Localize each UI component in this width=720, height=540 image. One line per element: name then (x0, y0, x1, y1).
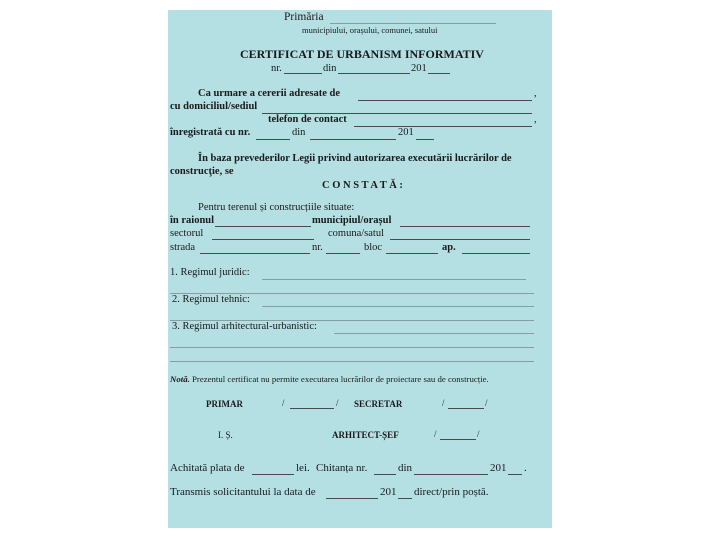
transmis-date-line (326, 498, 378, 499)
title-nr-label: nr. (271, 63, 282, 74)
document-title: CERTIFICAT DE URBANISM INFORMATIV (240, 47, 484, 61)
arhitect-label: ARHITECT-ȘEF (332, 430, 399, 440)
payment-label: Achitată plata de (170, 462, 245, 474)
regime-tehnic: 2. Regimul tehnic: (172, 294, 250, 305)
secretar-signature-close: / (485, 398, 488, 408)
primar-label: PRIMAR (206, 399, 243, 409)
primar-signature-open: / (282, 398, 285, 408)
registered-nr-line (256, 139, 290, 140)
basis-line1: În baza prevederilor Legii privind autorizarea executării lucrărilor de (198, 153, 512, 164)
strada-nr-label: nr. (312, 242, 323, 253)
secretar-label: SECRETAR (354, 399, 403, 409)
arhitect-signature-line (440, 439, 476, 440)
registered-date-line (310, 139, 396, 140)
is-label: I. Ș. (218, 430, 233, 440)
payment-chitanta-line (374, 474, 396, 475)
applicant-line (358, 100, 532, 101)
payment-year: 201 (490, 462, 507, 474)
land-intro: Pentru terenul și construcțiile situate: (198, 202, 355, 213)
note-label: Notă. (170, 374, 190, 384)
payment-date-line (414, 474, 488, 475)
note-text: Prezentul certificat nu permite executarea lucrărilor de proiectare sau de construcție. (192, 374, 489, 384)
phone-label: telefon de contact (268, 114, 347, 125)
registered-year-line (416, 139, 434, 140)
secretar-signature-open: / (442, 398, 445, 408)
regime-juridic: 1. Regimul juridic: (170, 267, 250, 278)
municipiu-line (400, 226, 530, 227)
regime-arhitectural-line (334, 333, 534, 334)
payment-amount-line (252, 474, 294, 475)
comuna-label: comuna/satul (328, 228, 384, 239)
raion-line (215, 226, 311, 227)
title-year-label: 201 (411, 63, 427, 74)
basis-line2: construcţie, se (170, 166, 234, 177)
transmis-year: 201 (380, 486, 397, 498)
primaria-label: Primăria (284, 11, 324, 23)
secretar-signature-line (448, 408, 484, 409)
transmis-year-line (398, 498, 412, 499)
sector-line (212, 239, 314, 240)
ap-label: ap. (442, 242, 456, 253)
strada-label: strada (170, 242, 196, 253)
title-year-line (428, 73, 450, 74)
primar-signature-close: / (336, 398, 339, 408)
primar-signature-line (290, 408, 334, 409)
payment-period: . (524, 462, 527, 474)
strada-nr-line (326, 253, 360, 254)
sector-label: sectorul (170, 228, 204, 239)
payment-year-line (508, 474, 522, 475)
note (170, 373, 489, 385)
bloc-line (386, 253, 438, 254)
regime-arhitectural-line-2 (170, 347, 534, 348)
transmis-label: Transmis solicitantului la data de (170, 486, 316, 498)
regime-juridic-line (262, 279, 526, 280)
payment-chitanta: Chitanța nr. (316, 462, 368, 474)
regime-arhitectural-line-3 (170, 361, 534, 362)
ap-line (462, 253, 530, 254)
registered-label: înregistrată cu nr. (170, 127, 251, 138)
arhitect-signature-close: / (477, 429, 480, 439)
title-nr-line (284, 73, 322, 74)
domicile-label: cu domiciliul/sediul (170, 101, 258, 112)
regime-tehnic-line (262, 306, 534, 307)
constata-heading: C O N S T A T Ă : (322, 180, 403, 191)
registered-year-label: 201 (398, 127, 414, 138)
applicant-comma: , (534, 88, 537, 99)
phone-line (354, 126, 532, 127)
title-date-line (338, 73, 410, 74)
comuna-line (390, 239, 530, 240)
bloc-label: bloc (364, 242, 383, 253)
raion-label: în raionul (170, 215, 215, 226)
title-din-label: din (323, 63, 337, 74)
payment-lei: lei. (296, 462, 310, 474)
municipiu-label: municipiul/orașul (312, 215, 392, 226)
registered-din-label: din (292, 127, 306, 138)
regime-arhitectural: 3. Regimul arhitectural-urbanistic: (172, 321, 317, 332)
certificate-document (168, 10, 552, 528)
primaria-subtitle: municipiului, orașului, comunei, satului (302, 25, 438, 35)
payment-din: din (398, 462, 413, 474)
primaria-line (330, 23, 496, 24)
arhitect-signature-open: / (434, 429, 437, 439)
applicant-label: Ca urmare a cererii adresate de (198, 88, 340, 99)
transmis-method: direct/prin poștă. (414, 486, 489, 498)
strada-line (200, 253, 310, 254)
phone-comma: , (534, 114, 537, 125)
